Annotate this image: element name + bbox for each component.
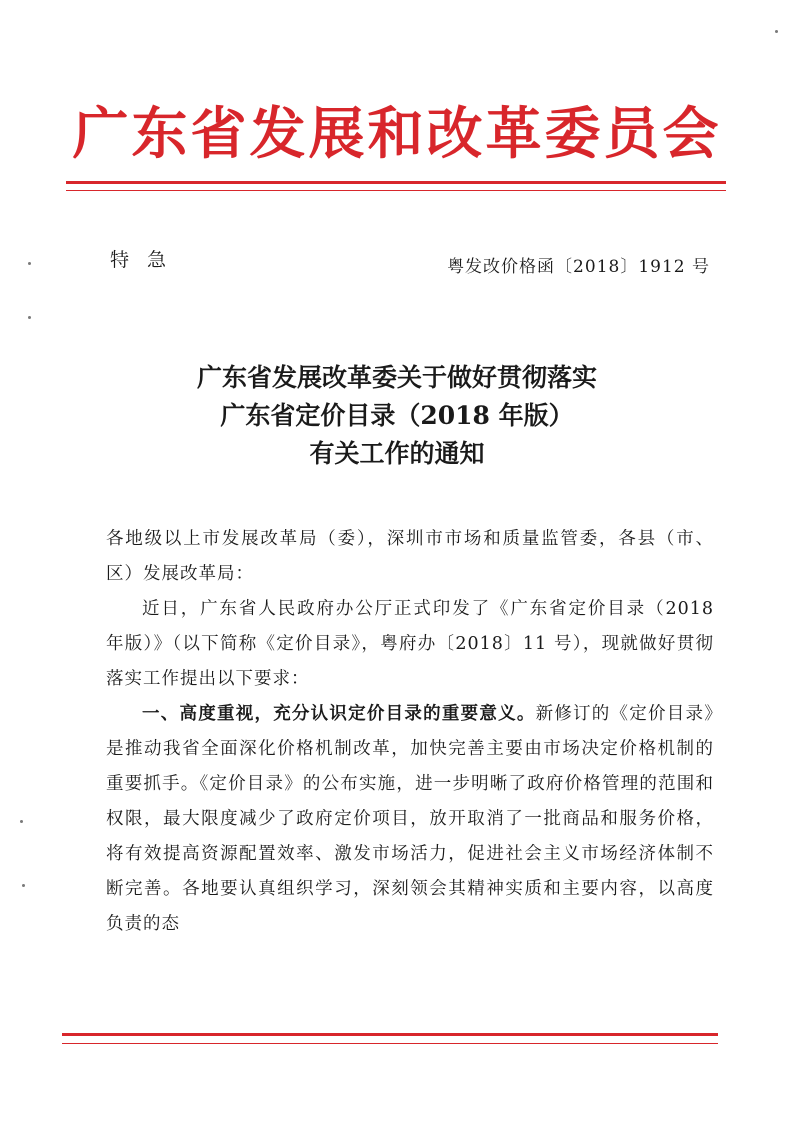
scan-speck [20, 820, 23, 823]
letterhead-rule-thick [66, 181, 726, 184]
section-1-text: 新修订的《定价目录》是推动我省全面深化价格机制改革，加快完善主要由市场决定价格机制的重要抓手。《定价目录》的公布实施，进一步明晰了政府价格管理的范围和权限，最大限度减少了政府定价项目，放开取消了一批商品和服务价格，将有效提高资源配置效率、激发市场活力，促进社会主义市场经济体制不断完善。各地要认真组织学习，深刻领会其精神实质和主要内容，以高度负责的态 [106, 704, 715, 934]
document-number: 粤发改价格函〔2018〕1912 号 [447, 257, 710, 277]
document-body [106, 522, 714, 942]
title-line-1: 广东省发展改革委关于做好贯彻落实 [196, 363, 597, 392]
scan-speck [22, 884, 25, 887]
addressee-paragraph: 各地级以上市发展改革局（委），深圳市市场和质量监管委，各县（市、区）发展改革局： [106, 529, 714, 584]
title-line-2: 广东省定价目录（2018 年版） [220, 401, 574, 430]
footer-rule-thick [62, 1033, 718, 1036]
letterhead-rule-thin [66, 190, 726, 191]
scan-speck [28, 316, 31, 319]
urgency-label: 特 急 [110, 249, 173, 271]
intro-paragraph: 近日，广东省人民政府办公厅正式印发了《广东省定价目录（2018 年版）》（以下简称《定价目录》，粤府办〔2018〕11 号），现就做好贯彻落实工作提出以下要求： [106, 599, 714, 689]
footer-rule-thin [62, 1043, 718, 1044]
scan-speck [775, 30, 778, 33]
scan-speck [28, 262, 31, 265]
document-title [0, 359, 794, 473]
letterhead-title: 广东省发展和改革委员会 [72, 101, 722, 167]
title-line-3: 有关工作的通知 [309, 439, 485, 468]
section-1-heading: 一、高度重视，充分认识定价目录的重要意义。 [142, 704, 536, 724]
section-1-paragraph [106, 697, 714, 942]
